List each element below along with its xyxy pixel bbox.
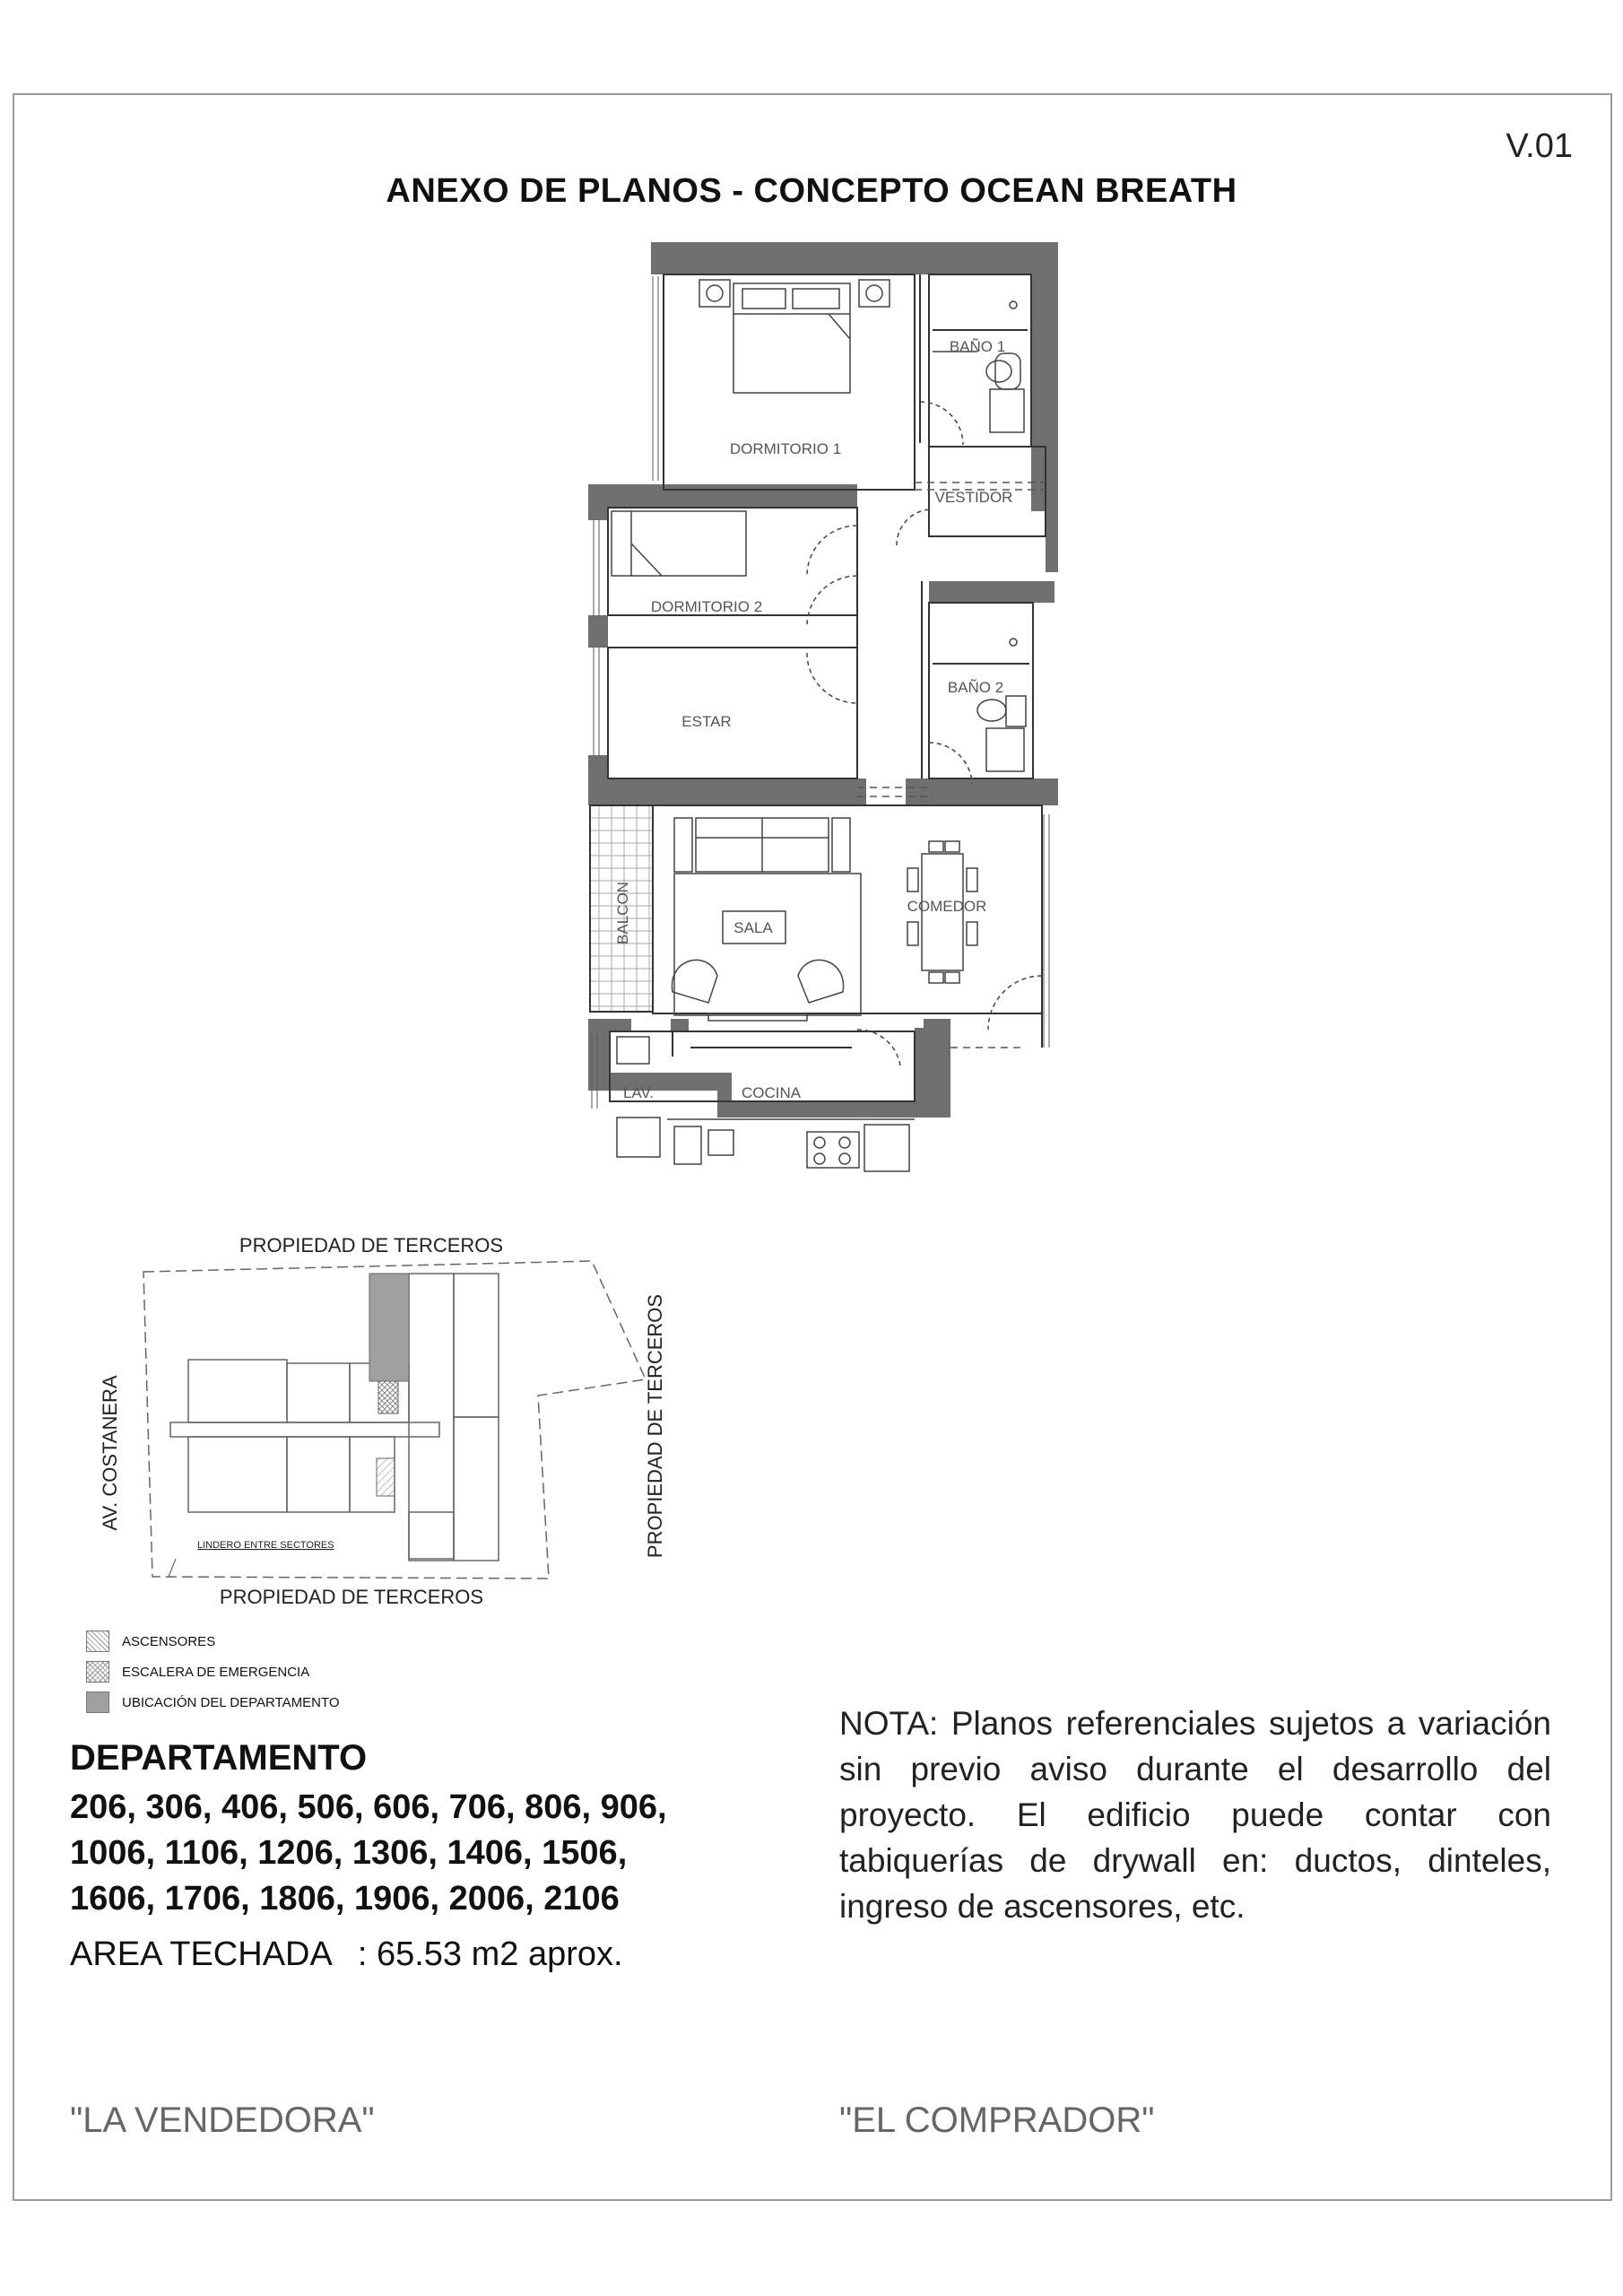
room-dormitorio2: DORMITORIO 2 [650,598,763,615]
area-label: AREA TECHADA [70,1935,333,1973]
units-line-1: 206, 306, 406, 506, 606, 706, 806, 906, [70,1788,667,1826]
legend-elevators-label: ASCENSORES [122,1633,216,1649]
area-value: : 65.53 m2 aprox. [357,1935,623,1973]
hatch-swatch [86,1631,109,1652]
legend-emergency-stairs-label: ESCALERA DE EMERGENCIA [122,1664,310,1680]
solid-swatch [86,1692,109,1713]
units-line-3: 1606, 1706, 1806, 1906, 2006, 2106 [70,1880,620,1918]
room-dormitorio1: DORMITORIO 1 [729,440,842,457]
buyer-signature-label: "EL COMPRADOR" [839,2100,1155,2140]
door-openings [857,483,1046,1048]
version-label: V.01 [1506,127,1573,165]
site-left-label: AV. COSTANERA [99,1375,121,1531]
room-comedor: COMEDOR [907,898,987,915]
room-vestidor: VESTIDOR [934,489,1013,506]
room-lav: LAV. [622,1084,655,1101]
room-estar: ESTAR [681,713,732,730]
site-top-label: PROPIEDAD DE TERCEROS [239,1234,504,1257]
room-cocina: COCINA [741,1084,802,1101]
site-bottom-label: PROPIEDAD DE TERCEROS [219,1586,484,1608]
crosshatch-swatch [86,1661,109,1683]
room-bano1: BAÑO 1 [949,338,1006,355]
lindero-pointer [169,1559,176,1577]
legend-department-location-label: UBICACIÓN DEL DEPARTAMENTO [122,1694,340,1710]
room-sala: SALA [733,919,773,936]
department-units [70,1785,769,1922]
site-right-label: PROPIEDAD DE TERCEROS [644,1293,666,1559]
emergency-stairs [378,1381,398,1413]
floor-plan [574,240,1058,1209]
seller-signature-label: "LA VENDEDORA" [70,2100,375,2140]
note-text: NOTA: Planos referenciales sujetos a variación sin previo aviso durante el desarrollo del proyecto. El edificio puede contar con tabiquerías de drywall en: ductos, dinteles, ingreso de ascensores, etc. [839,1705,1551,1925]
room-balcon: BALCON [614,882,631,944]
elevators [377,1458,395,1496]
room-bano2: BAÑO 2 [947,679,1004,696]
department-heading: DEPARTAMENTO [70,1738,368,1778]
lindero-label: LINDERO ENTRE SECTORES [197,1540,334,1551]
legend-elevators [86,1631,215,1652]
units-line-2: 1006, 1106, 1206, 1306, 1406, 1506, [70,1834,628,1872]
page-title: ANEXO DE PLANOS - CONCEPTO OCEAN BREATH [386,172,1237,210]
building-footprint [170,1274,499,1561]
legend-department-location [86,1692,340,1713]
department-location [369,1274,409,1381]
site-plan [54,1229,699,1623]
furniture [612,280,1026,1171]
area-techada [70,1935,623,1974]
legend-emergency-stairs [86,1661,309,1683]
